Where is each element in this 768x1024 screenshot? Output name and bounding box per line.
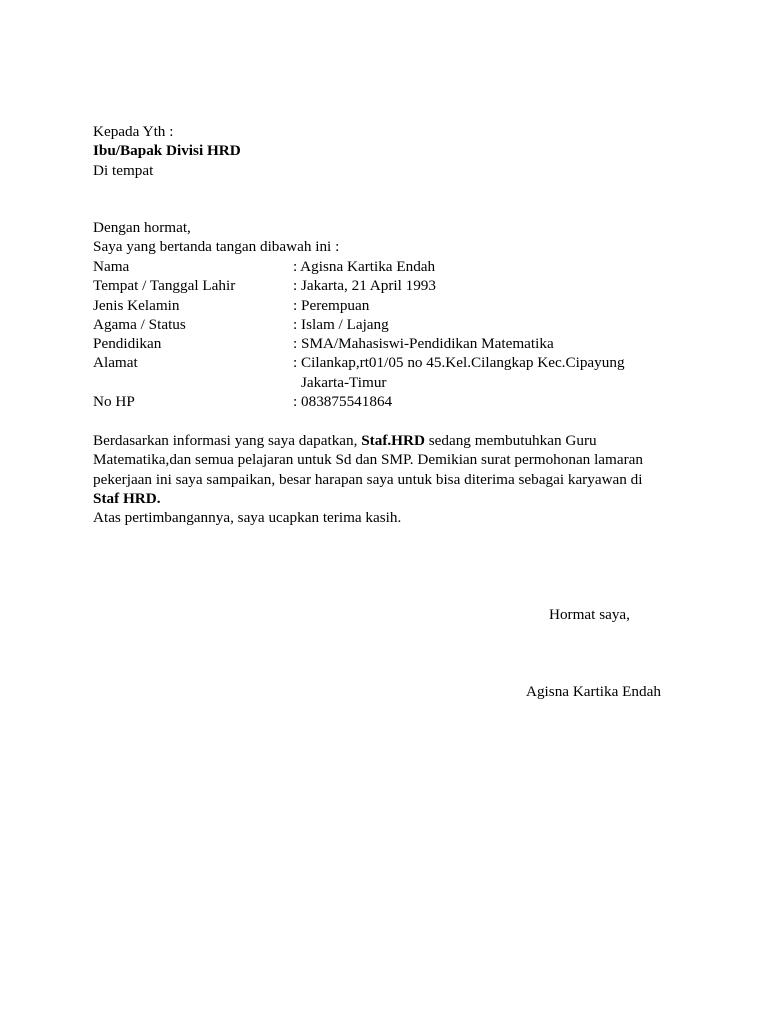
detail-label: Alamat xyxy=(93,354,138,372)
detail-row-pendidikan xyxy=(93,334,693,353)
body-line-3: pekerjaan ini saya sampaikan, besar harapan saya untuk bisa diterima sebagai karyawan di xyxy=(93,470,643,488)
detail-row-jenis-kelamin xyxy=(93,296,693,315)
detail-row-agama xyxy=(93,315,693,334)
detail-value: : Perempuan xyxy=(293,296,370,314)
detail-value-continuation: Jakarta-Timur xyxy=(301,373,387,391)
detail-label: No HP xyxy=(93,393,135,411)
body-paragraph xyxy=(93,431,678,527)
detail-label: Agama / Status xyxy=(93,315,186,333)
detail-row-ttl xyxy=(93,276,693,295)
recipient-salutation: Kepada Yth : xyxy=(93,123,174,140)
body-line-1 xyxy=(93,431,678,450)
recipient-place: Di tempat xyxy=(93,161,154,179)
body-line-2: Matematika,dan semua pelajaran untuk Sd dan SMP. Demikian surat permohonan lamaran xyxy=(93,451,643,469)
detail-label: Tempat / Tanggal Lahir xyxy=(93,277,236,295)
detail-value: : SMA/Mahasiswi-Pendidikan Matematika xyxy=(293,335,554,353)
details-table xyxy=(93,257,693,411)
detail-value: : 083875541864 xyxy=(293,393,393,411)
body-text: Berdasarkan informasi yang saya dapatkan, xyxy=(93,432,362,449)
opening-block xyxy=(93,218,693,257)
detail-value: : Agisna Kartika Endah xyxy=(293,258,436,275)
intro-text: Saya yang bertanda tangan dibawah ini : xyxy=(93,238,340,256)
body-bold-text: Staf.HRD xyxy=(361,432,425,449)
detail-value: : Islam / Lajang xyxy=(293,315,389,333)
signature-name: Agisna Kartika Endah xyxy=(526,683,661,700)
detail-label: Jenis Kelamin xyxy=(93,296,180,314)
recipient-name: Ibu/Bapak Divisi HRD xyxy=(93,142,241,160)
detail-label: Nama xyxy=(93,258,130,275)
detail-row-alamat xyxy=(93,353,693,372)
greeting: Dengan hormat, xyxy=(93,219,191,236)
closing-line: Atas pertimbangannya, saya ucapkan terima kasih. xyxy=(93,509,402,527)
detail-row-nama xyxy=(93,257,693,276)
body-text: sedang membutuhkan Guru xyxy=(424,432,597,449)
detail-value: : Jakarta, 21 April 1993 xyxy=(293,277,436,295)
detail-row-nohp xyxy=(93,392,693,411)
body-line-4: Staf HRD. xyxy=(93,489,161,507)
signature-regards: Hormat saya, xyxy=(549,606,630,623)
detail-value: : Cilankap,rt01/05 no 45.Kel.Cilangkap Kec.Cipayung xyxy=(293,354,625,372)
detail-row-alamat-continuation xyxy=(93,373,693,392)
detail-label: Pendidikan xyxy=(93,335,162,353)
recipient-block xyxy=(93,122,693,180)
